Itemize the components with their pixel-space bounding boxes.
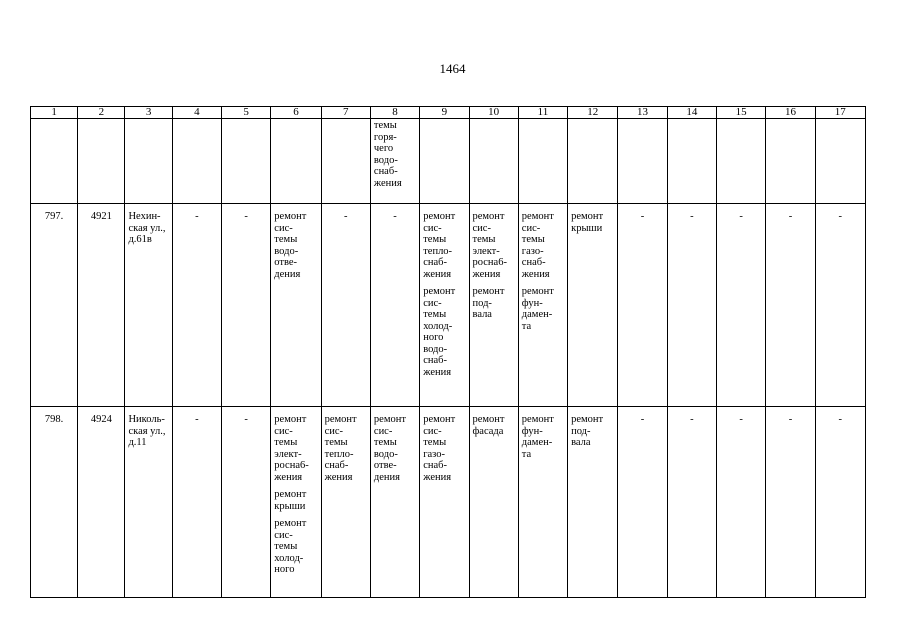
- empty-mark: -: [222, 204, 271, 407]
- empty-mark: -: [618, 407, 667, 598]
- column-header: 9: [420, 107, 469, 119]
- column-header: 10: [469, 107, 518, 119]
- column-header: 13: [618, 107, 667, 119]
- page-number: 1464: [439, 61, 466, 76]
- column-header: 1: [31, 107, 78, 119]
- column-header: 11: [518, 107, 567, 119]
- column-header: 3: [125, 107, 172, 119]
- repair-cell: ремонт фун- дамен- та: [518, 407, 567, 598]
- column-header: 5: [222, 107, 271, 119]
- column-header: 6: [271, 107, 321, 119]
- empty-mark: -: [717, 204, 766, 407]
- column-number-row: [31, 107, 866, 119]
- row-number: 798.: [31, 407, 78, 598]
- repair-cell: ремонт сис- темы элект- росна6- жения ремонт крыши ремонт сис- темы холод- ного: [271, 407, 321, 598]
- empty-mark: -: [370, 204, 419, 407]
- building-code: 4924: [78, 407, 125, 598]
- column-header: 16: [766, 107, 815, 119]
- column-header: 14: [667, 107, 716, 119]
- empty-mark: -: [222, 407, 271, 598]
- empty-mark: -: [172, 204, 221, 407]
- repair-cell: ремонт сис- темы тепло- снаб- жения: [321, 407, 370, 598]
- empty-mark: -: [667, 407, 716, 598]
- column-header: 17: [815, 107, 865, 119]
- repair-schedule-table: [30, 106, 866, 598]
- table-row: [31, 407, 866, 598]
- empty-mark: -: [172, 407, 221, 598]
- table-row: [31, 204, 866, 407]
- continued-cell: темы горя- чего водо- снаб- жения: [370, 119, 419, 204]
- empty-mark: -: [321, 204, 370, 407]
- repair-cell: ремонт сис- темы элект- росна6- жения ремонт под- вала: [469, 204, 518, 407]
- empty-mark: -: [766, 204, 815, 407]
- empty-mark: -: [815, 204, 865, 407]
- empty-mark: -: [815, 407, 865, 598]
- empty-mark: -: [766, 407, 815, 598]
- building-code: 4921: [78, 204, 125, 407]
- row-number: 797.: [31, 204, 78, 407]
- repair-cell: ремонт крыши: [568, 204, 618, 407]
- repair-cell: ремонт сис- темы газо- снаб- жения: [420, 407, 469, 598]
- repair-cell: ремонт сис- темы водо- отве- дения: [370, 407, 419, 598]
- repair-cell: ремонт сис- темы тепло- снаб- жения ремонт сис- темы холод- ного водо- снаб- жения: [420, 204, 469, 407]
- column-header: 8: [370, 107, 419, 119]
- column-header: 15: [717, 107, 766, 119]
- empty-mark: -: [667, 204, 716, 407]
- repair-cell: ремонт сис- темы водо- отве- дения: [271, 204, 321, 407]
- column-header: 4: [172, 107, 221, 119]
- empty-mark: -: [618, 204, 667, 407]
- column-header: 12: [568, 107, 618, 119]
- repair-cell: ремонт сис- темы газо- снаб- жения ремонт фун- дамен- та: [518, 204, 567, 407]
- repair-cell: ремонт под- вала: [568, 407, 618, 598]
- column-header: 2: [78, 107, 125, 119]
- continuation-row: [31, 119, 866, 204]
- building-address: Николь- ская ул., д.11: [125, 407, 172, 598]
- column-header: 7: [321, 107, 370, 119]
- repair-cell: ремонт фасада: [469, 407, 518, 598]
- building-address: Нехин- ская ул., д.61в: [125, 204, 172, 407]
- empty-mark: -: [717, 407, 766, 598]
